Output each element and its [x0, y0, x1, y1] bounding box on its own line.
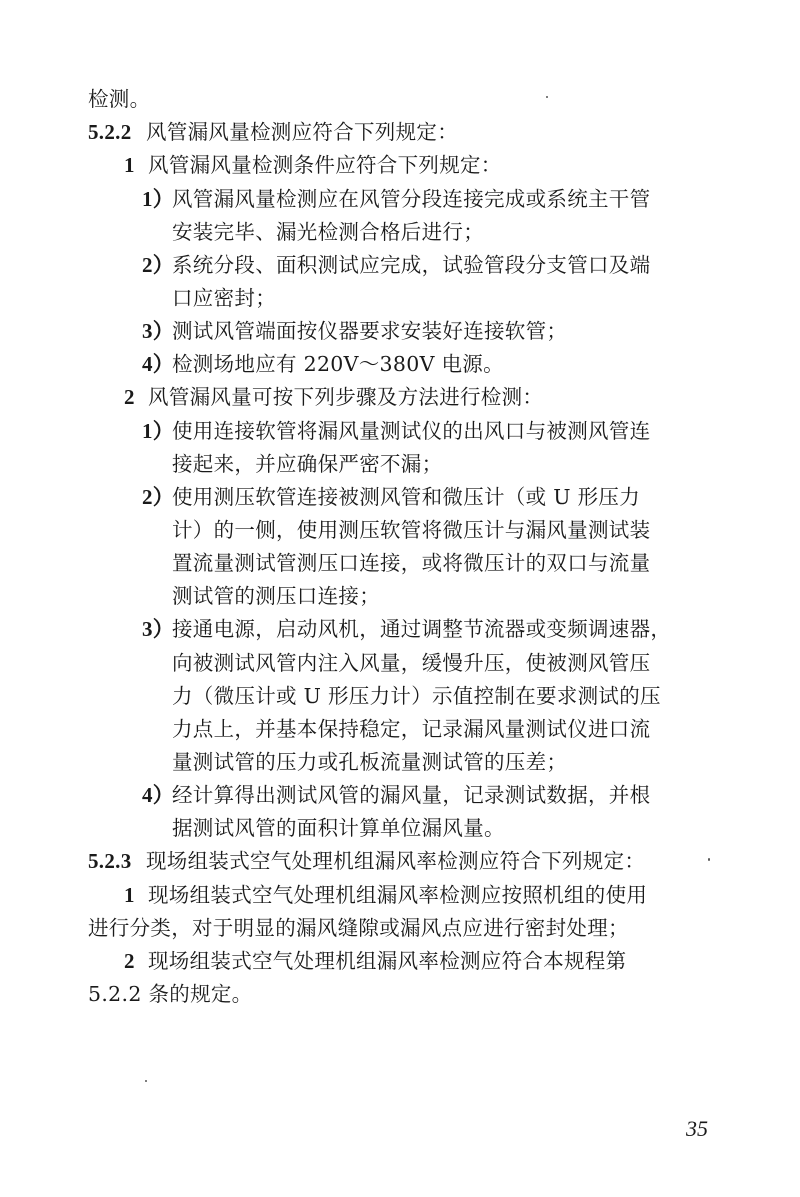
item-text: 计）的一侧，使用测压软管将微压计与漏风量测试装	[172, 518, 651, 542]
clause-1	[124, 152, 502, 178]
clause-text: 5.2.2 条的规定。	[88, 982, 253, 1006]
item-text: 口应密封；	[172, 286, 276, 310]
clause-5-2-3-2	[124, 948, 626, 974]
section-title: 风管漏风量检测应符合下列规定：	[146, 120, 458, 144]
item-number: 2）	[142, 253, 175, 277]
clause-5-2-3-1	[124, 882, 647, 908]
item-text: 向被测试风管内注入风量，缓慢升压，使被测风管压	[172, 651, 651, 675]
item-2-1	[142, 418, 650, 444]
item-text: 检测场地应有 220V～380V 电源。	[172, 352, 504, 376]
item-text: 置流量测试管测压口连接，或将微压计的双口与流量	[172, 551, 651, 575]
item-text: 测试风管端面按仪器要求安装好连接软管；	[172, 319, 568, 343]
item-text: 使用测压软管连接被测风管和微压计（或 U 形压力	[172, 485, 641, 509]
item-text: 使用连接软管将漏风量测试仪的出风口与被测风管连	[172, 419, 651, 443]
section-heading-5-2-3	[88, 848, 645, 874]
clause-number: 2	[124, 949, 135, 973]
item-2-3	[142, 616, 671, 642]
continuation-line	[88, 86, 150, 112]
item-2-2-cont	[172, 517, 650, 543]
clause-text: 现场组装式空气处理机组漏风率检测应按照机组的使用	[148, 883, 648, 907]
scan-speck	[708, 858, 710, 861]
item-text: 力点上，并基本保持稳定，记录漏风量测试仪进口流	[172, 717, 651, 741]
scan-speck	[546, 96, 548, 98]
section-number: 5.2.3	[88, 849, 132, 873]
section-heading-5-2-2	[88, 119, 458, 145]
clause-text: 进行分类，对于明显的漏风缝隙或漏风点应进行密封处理；	[88, 916, 629, 940]
item-1-4	[142, 351, 504, 377]
item-2-3-cont	[172, 716, 650, 742]
item-1-1	[142, 186, 650, 212]
item-2-3-cont	[172, 749, 567, 775]
item-text: 风管漏风量检测应在风管分段连接完成或系统主干管	[172, 187, 651, 211]
clause-number: 1	[124, 883, 135, 907]
item-2-2-cont	[172, 550, 650, 576]
item-2-3-cont	[172, 650, 650, 676]
item-number: 3）	[142, 319, 175, 343]
item-text: 力（微压计或 U 形压力计）示值控制在要求测试的压	[172, 684, 661, 708]
item-2-3-cont	[172, 683, 661, 709]
text: 检测。	[88, 87, 151, 111]
item-1-2-cont	[172, 285, 276, 311]
item-text: 系统分段、面积测试应完成，试验管段分支管口及端	[172, 253, 651, 277]
clause-5-2-3-1-cont	[88, 915, 629, 941]
item-number: 3）	[142, 617, 175, 641]
clause-number: 2	[124, 385, 135, 409]
item-2-2	[142, 484, 640, 510]
clause-text: 现场组装式空气处理机组漏风率检测应符合本规程第	[148, 949, 627, 973]
item-2-1-cont	[172, 451, 442, 477]
item-number: 4）	[142, 783, 175, 807]
clause-text: 风管漏风量检测条件应符合下列规定：	[148, 153, 502, 177]
scan-speck	[145, 1080, 147, 1082]
item-number: 1）	[142, 419, 175, 443]
item-1-2	[142, 252, 650, 278]
item-number: 4）	[142, 352, 175, 376]
clause-number: 1	[124, 153, 135, 177]
clause-text: 风管漏风量可按下列步骤及方法进行检测：	[148, 385, 544, 409]
item-text: 量测试管的压力或孔板流量测试管的压差；	[172, 750, 568, 774]
clause-5-2-3-2-cont	[88, 981, 252, 1007]
item-number: 1）	[142, 187, 175, 211]
clause-2	[124, 384, 543, 410]
item-1-3	[142, 318, 567, 344]
item-text: 接起来，并应确保严密不漏；	[172, 452, 443, 476]
page-number: 35	[686, 1116, 708, 1141]
item-2-4	[142, 782, 650, 808]
item-2-4-cont	[172, 815, 505, 841]
section-number: 5.2.2	[88, 120, 132, 144]
section-title: 现场组装式空气处理机组漏风率检测应符合下列规定：	[146, 849, 646, 873]
item-2-2-cont	[172, 583, 380, 609]
item-text: 安装完毕、漏光检测合格后进行；	[172, 220, 484, 244]
item-text: 经计算得出测试风管的漏风量，记录测试数据，并根	[172, 783, 651, 807]
item-1-1-cont	[172, 219, 484, 245]
item-number: 2）	[142, 485, 175, 509]
item-text: 据测试风管的面积计算单位漏风量。	[172, 816, 505, 840]
item-text: 接通电源，启动风机，通过调整节流器或变频调速器，	[172, 617, 672, 641]
item-text: 测试管的测压口连接；	[172, 584, 380, 608]
